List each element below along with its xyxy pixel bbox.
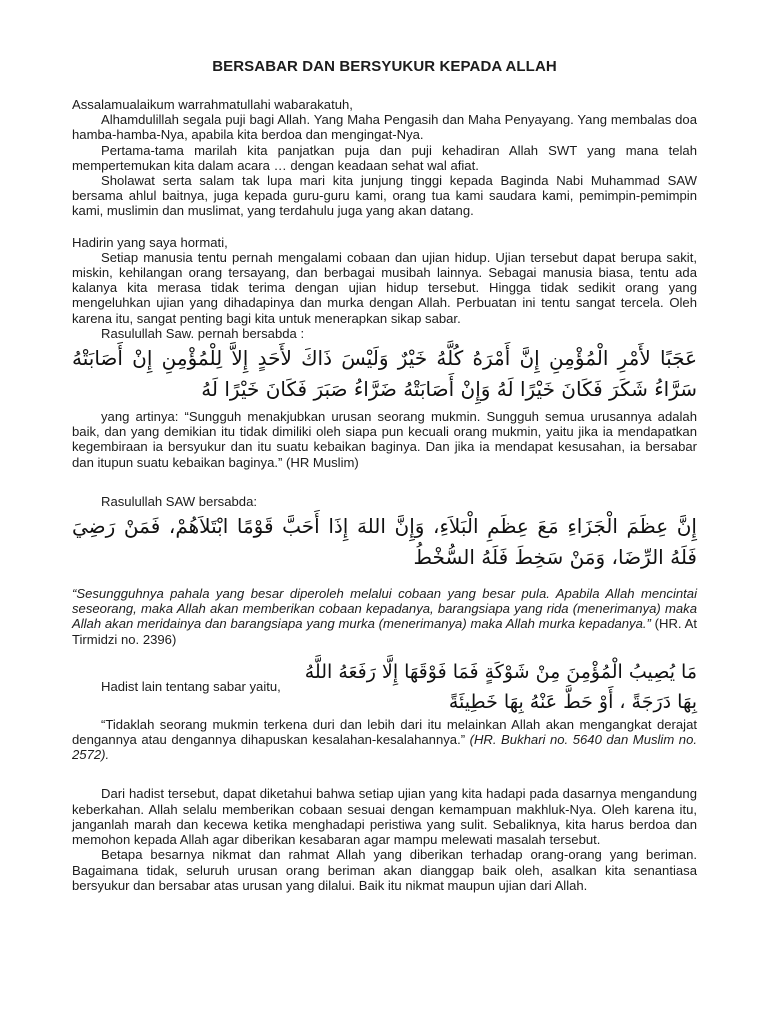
hadith-arabic-text: إِنَّ عِظَمَ الْجَزَاءِ مَعَ عِظَمِ الْبَلاَءِ، وَإِنَّ اللهَ إِذَا أَحَبَّ قَوْمًا ابْتَلاَهُمْ، فَمَنْ رَضِيَ فَلَهُ الرِّضَا، وَمَنْ سَخِطَ فَلَهُ السُّخْطُ bbox=[72, 514, 697, 570]
opening-paragraph: Pertama-tama marilah kita panjatkan puja dan puji kehadiran Allah SWT yang mana telah mempertemukan kita dalam acara … dengan keadaan sehat wal afiat. bbox=[72, 142, 697, 173]
hadith-translation bbox=[72, 717, 697, 763]
hadith-reference: (HR. At Tirmidzi no. 2396) bbox=[72, 616, 697, 647]
hadith-translation: yang artinya: “Sungguh menakjubkan urusan seorang mukmin. Sungguh semua urusannya adalah baik, dan yang demikian itu tidak dimiliki oleh siapa pun kecuali orang mukmin, yaitu jika ia mendapatkan kegembiraan ia bersyukur dan itu suatu kebaikan baginya. Dan jika ia mendapat kesusahan, ia bersabar dan itupun suatu kebaikan baginya.” (HR Muslim) bbox=[72, 409, 697, 470]
hadith-intro-row bbox=[72, 657, 697, 717]
hadith-translation-text: “Sesungguhnya pahala yang besar diperoleh melalui cobaan yang besar pula. Apabila Allah mencintai seseorang, maka Allah akan memberikan cobaan kepadanya, barangsiapa yang rida (menerimanya) maka Allah akan meridainya dan barangsiapa yang murka (menerimanya) maka Allah murka kepadanya.” bbox=[72, 586, 697, 632]
greeting: Assalamualaikum warrahmatullahi wabarakatuh, bbox=[72, 97, 353, 112]
document-page bbox=[72, 58, 697, 1008]
hadith-intro: Rasulullah Saw. pernah bersabda : bbox=[101, 325, 305, 341]
hadith-arabic-text: عَجَبًا لأَمْرِ الْمُؤْمِنِ إِنَّ أَمْرَهُ كُلَّهُ خَيْرٌ وَلَيْسَ ذَاكَ لأَحَدٍ إِلاَّ لِلْمُؤْمِنِ إِنْ أَصَابَتْهُ سَرَّاءُ شَكَرَ فَكَانَ خَيْرًا لَهُ وَإِنْ أَصَابَتْهُ ضَرَّاءُ صَبَرَ فَكَانَ خَيْرًا لَهُ bbox=[72, 346, 697, 402]
opening-paragraph: Alhamdulillah segala puji bagi Allah. Yang Maha Pengasih dan Maha Penyayang. Yang membalas doa hamba-hamba-Nya, apabila kita berdoa dan mengingat-Nya. bbox=[72, 112, 697, 143]
hadith-translation-text: “Tidaklah seorang mukmin terkena duri dan lebih dari itu melainkan Allah akan mengangkat derajat dengannya atau dengannya dihapuskan kesalahan-kesalahannya.” bbox=[72, 716, 697, 748]
audience-address: Hadirin yang saya hormati, bbox=[72, 234, 228, 250]
hadith-translation bbox=[72, 586, 697, 647]
hadith-reference: (HR. Bukhari no. 5640 dan Muslim no. 2572). bbox=[72, 732, 697, 763]
hadith-intro: Rasulullah SAW bersabda: bbox=[101, 493, 257, 509]
opening-paragraph: Sholawat serta salam tak lupa mari kita junjung tinggi kepada Baginda Nabi Muhammad SAW bersama ahlul baitnya, juga kepada guru-guru kami, orang tua kami saudara kami, pemimpin-pemimpin kami, muslimin dan muslimat, yang terdahulu juga yang akan datang. bbox=[72, 173, 697, 219]
closing-paragraph: Betapa besarnya nikmat dan rahmat Allah yang diberikan terhadap orang-orang yang beriman. Bagaimana tidak, seluruh urusan orang beriman akan dianggap baik oleh, asalkan kita senantiasa bersyukur dan bersabar atas urusan yang dilalui. Baik itu nikmat maupun ujian dari Allah. bbox=[72, 847, 697, 893]
hadith-intro: Hadist lain tentang sabar yaitu, bbox=[101, 679, 281, 695]
document-title: BERSABAR DAN BERSYUKUR KEPADA ALLAH bbox=[212, 58, 557, 75]
hadith-arabic-text: مَا يُصِيبُ الْمُؤْمِنَ مِنْ شَوْكَةٍ فَمَا فَوْقَهَا إِلَّا رَفَعَهُ اللَّهُ بِهَا دَرَجَةً ، أَوْ حَطَّ عَنْهُ بِهَا خَطِيئَةً bbox=[304, 660, 697, 713]
body-paragraph: Setiap manusia tentu pernah mengalami cobaan dan ujian hidup. Ujian tersebut dapat berupa sakit, miskin, kehilangan orang tersayang, dan berbagai musibah lainnya. Sebagai manusia biasa, tentu ada kalanya kita merasa tidak terima dengan ujian hidup tersebut. Hingga tidak sedikit orang yang mengeluhkan ujian yang dihadapinya dan murka dengan Allah. Perbuatan ini tentu sangat tercela. Oleh karena itu, sangat penting bagi kita untuk menerapkan sikap sabar. bbox=[72, 249, 697, 326]
closing-paragraph: Dari hadist tersebut, dapat diketahui bahwa setiap ujian yang kita hadapi pada dasarnya mengandung keberkahan. Allah selalu memberikan cobaan sesuai dengan kemampuan makhluk-Nya. Oleh karena itu, janganlah marah dan kecewa ketika menghadapi peristiwa yang sulit. Sebaliknya, kita harus berdoa dan memohon kepada Allah agar diberikan kesabaran agar mampu melewati masalah tersebut. bbox=[72, 786, 697, 848]
